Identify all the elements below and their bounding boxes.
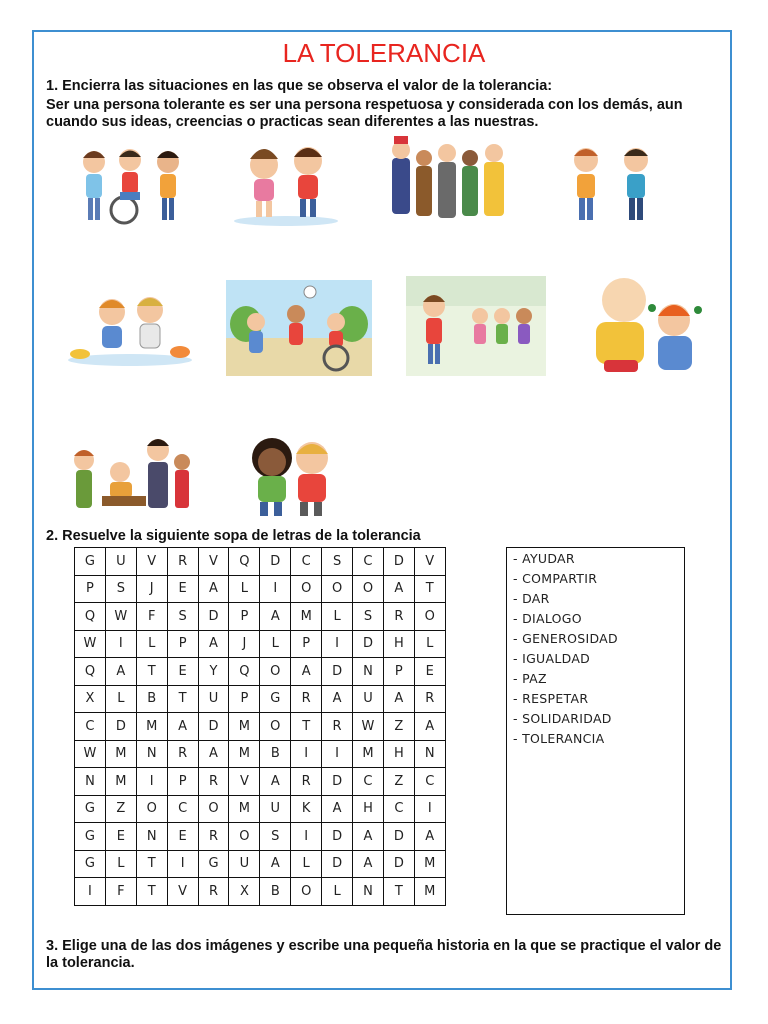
word-list-item: - SOLIDARIDAD bbox=[513, 711, 612, 726]
grid-cell[interactable]: S bbox=[167, 603, 198, 631]
grid-cell[interactable]: H bbox=[353, 795, 384, 823]
grid-cell[interactable]: O bbox=[260, 658, 291, 686]
grid-row bbox=[75, 823, 446, 851]
grid-cell[interactable]: R bbox=[198, 768, 229, 796]
grid-cell[interactable]: A bbox=[198, 575, 229, 603]
grid-cell[interactable]: H bbox=[383, 630, 414, 658]
grid-cell[interactable]: N bbox=[414, 740, 445, 768]
grid-cell[interactable]: D bbox=[322, 658, 353, 686]
section3-heading: 3. Elige una de las dos imágenes y escribe una pequeña historia en la que se practique el valor de la tolerancia. bbox=[46, 938, 722, 971]
grid-cell[interactable]: C bbox=[383, 795, 414, 823]
grid-cell[interactable]: D bbox=[322, 823, 353, 851]
grid-cell[interactable]: A bbox=[260, 850, 291, 878]
grid-cell[interactable]: R bbox=[291, 768, 322, 796]
grid-cell[interactable]: S bbox=[353, 603, 384, 631]
grid-cell[interactable]: M bbox=[414, 850, 445, 878]
grid-cell[interactable]: M bbox=[105, 768, 136, 796]
grid-cell[interactable]: B bbox=[260, 740, 291, 768]
grid-cell[interactable]: X bbox=[229, 878, 260, 906]
grid-cell[interactable]: U bbox=[353, 685, 384, 713]
grid-cell[interactable]: G bbox=[75, 548, 106, 576]
grid-cell[interactable]: W bbox=[105, 603, 136, 631]
grid-cell[interactable]: R bbox=[322, 713, 353, 741]
grid-row bbox=[75, 713, 446, 741]
section1-block bbox=[46, 78, 722, 131]
two-angry-boys-illustration[interactable] bbox=[556, 136, 676, 228]
grid-cell[interactable]: U bbox=[229, 850, 260, 878]
grid-cell[interactable]: D bbox=[322, 768, 353, 796]
grid-cell[interactable]: E bbox=[414, 658, 445, 686]
grid-cell[interactable]: A bbox=[353, 850, 384, 878]
grid-cell[interactable]: O bbox=[198, 795, 229, 823]
page-title: LA TOLERANCIA bbox=[282, 38, 486, 68]
grid-cell[interactable]: N bbox=[136, 740, 167, 768]
grid-row bbox=[75, 603, 446, 631]
grid-cell[interactable]: D bbox=[383, 823, 414, 851]
grid-cell[interactable]: V bbox=[136, 548, 167, 576]
grid-cell[interactable]: M bbox=[353, 740, 384, 768]
word-list-item: - GENEROSIDAD bbox=[513, 631, 618, 646]
grid-cell[interactable]: A bbox=[198, 740, 229, 768]
grid-cell[interactable]: L bbox=[260, 630, 291, 658]
grid-cell[interactable]: P bbox=[167, 768, 198, 796]
child-pulling-hair-illustration[interactable] bbox=[580, 270, 710, 378]
grid-cell[interactable]: H bbox=[383, 740, 414, 768]
grid-cell[interactable]: Q bbox=[229, 548, 260, 576]
grid-cell[interactable]: C bbox=[75, 713, 106, 741]
grid-cell[interactable]: O bbox=[260, 713, 291, 741]
grid-cell[interactable]: A bbox=[198, 630, 229, 658]
grid-cell[interactable]: T bbox=[291, 713, 322, 741]
grid-cell[interactable]: T bbox=[414, 575, 445, 603]
grid-cell[interactable]: T bbox=[167, 685, 198, 713]
grid-cell[interactable]: N bbox=[353, 658, 384, 686]
grid-cell[interactable]: I bbox=[414, 795, 445, 823]
grid-row bbox=[75, 878, 446, 906]
grid-cell[interactable]: E bbox=[167, 823, 198, 851]
grid-cell[interactable]: I bbox=[291, 740, 322, 768]
grid-cell[interactable]: S bbox=[105, 575, 136, 603]
grid-cell[interactable]: T bbox=[136, 878, 167, 906]
grid-cell[interactable]: G bbox=[260, 685, 291, 713]
grid-cell[interactable]: Y bbox=[198, 658, 229, 686]
grid-cell[interactable]: N bbox=[75, 768, 106, 796]
children-arguing-illustration[interactable] bbox=[226, 137, 344, 229]
grid-cell[interactable]: U bbox=[260, 795, 291, 823]
grid-cell[interactable]: G bbox=[75, 823, 106, 851]
grid-cell[interactable]: D bbox=[260, 548, 291, 576]
grid-cell[interactable]: R bbox=[383, 603, 414, 631]
grid-cell[interactable]: L bbox=[105, 850, 136, 878]
grid-cell[interactable]: L bbox=[291, 850, 322, 878]
grid-cell[interactable]: D bbox=[322, 850, 353, 878]
grid-cell[interactable]: Q bbox=[229, 658, 260, 686]
grid-cell[interactable]: R bbox=[167, 548, 198, 576]
grid-row bbox=[75, 850, 446, 878]
grid-cell[interactable]: M bbox=[414, 878, 445, 906]
grid-cell[interactable]: P bbox=[229, 603, 260, 631]
grid-cell[interactable]: R bbox=[198, 878, 229, 906]
grid-cell[interactable]: P bbox=[291, 630, 322, 658]
grid-cell[interactable]: T bbox=[136, 850, 167, 878]
grid-cell[interactable]: A bbox=[322, 795, 353, 823]
group-bullying-illustration[interactable] bbox=[62, 432, 194, 522]
grid-cell[interactable]: I bbox=[322, 630, 353, 658]
grid-cell[interactable]: D bbox=[198, 603, 229, 631]
grid-cell[interactable]: P bbox=[383, 658, 414, 686]
word-list-item: - RESPETAR bbox=[513, 691, 589, 706]
grid-cell[interactable]: U bbox=[105, 548, 136, 576]
grid-cell[interactable]: A bbox=[383, 575, 414, 603]
grid-row bbox=[75, 630, 446, 658]
grid-cell[interactable]: C bbox=[291, 548, 322, 576]
grid-cell[interactable]: O bbox=[136, 795, 167, 823]
grid-cell[interactable]: L bbox=[229, 575, 260, 603]
grid-cell[interactable]: R bbox=[167, 740, 198, 768]
grid-cell[interactable]: A bbox=[383, 685, 414, 713]
grid-cell[interactable]: J bbox=[136, 575, 167, 603]
grid-cell[interactable]: I bbox=[136, 768, 167, 796]
grid-cell[interactable]: B bbox=[260, 878, 291, 906]
grid-cell[interactable]: I bbox=[167, 850, 198, 878]
word-list-item: - AYUDAR bbox=[513, 551, 575, 566]
grid-cell[interactable]: M bbox=[136, 713, 167, 741]
grid-cell[interactable]: B bbox=[136, 685, 167, 713]
grid-cell[interactable]: C bbox=[353, 768, 384, 796]
section1-text: Ser una persona tolerante es ser una persona respetuosa y considerada con los demás, aun cuando sus ideas, creencias o practicas sean diferentes a las nuestras. bbox=[46, 97, 683, 130]
grid-cell[interactable]: M bbox=[229, 740, 260, 768]
grid-cell[interactable]: M bbox=[229, 795, 260, 823]
grid-cell[interactable]: I bbox=[260, 575, 291, 603]
word-search-grid[interactable] bbox=[74, 547, 446, 906]
grid-cell[interactable]: O bbox=[353, 575, 384, 603]
grid-cell[interactable]: I bbox=[322, 740, 353, 768]
grid-cell[interactable]: P bbox=[167, 630, 198, 658]
grid-cell[interactable]: O bbox=[322, 575, 353, 603]
grid-cell[interactable]: C bbox=[414, 768, 445, 796]
grid-cell[interactable]: A bbox=[322, 685, 353, 713]
grid-cell[interactable]: T bbox=[383, 878, 414, 906]
word-list-item: - COMPARTIR bbox=[513, 571, 598, 586]
grid-cell[interactable]: I bbox=[291, 823, 322, 851]
grid-row bbox=[75, 740, 446, 768]
grid-cell[interactable]: L bbox=[136, 630, 167, 658]
grid-cell[interactable]: C bbox=[353, 548, 384, 576]
word-list-item: - DAR bbox=[513, 591, 550, 606]
grid-cell[interactable]: R bbox=[291, 685, 322, 713]
grid-cell[interactable]: A bbox=[414, 713, 445, 741]
wheelchair-ball-play-illustration[interactable] bbox=[226, 280, 372, 376]
grid-cell[interactable]: F bbox=[136, 603, 167, 631]
grid-cell[interactable]: V bbox=[167, 878, 198, 906]
grid-cell[interactable]: Q bbox=[75, 603, 106, 631]
grid-row bbox=[75, 658, 446, 686]
grid-cell[interactable]: A bbox=[260, 768, 291, 796]
grid-cell[interactable]: W bbox=[75, 630, 106, 658]
grid-cell[interactable]: O bbox=[291, 878, 322, 906]
grid-cell[interactable]: W bbox=[353, 713, 384, 741]
grid-cell[interactable]: I bbox=[105, 630, 136, 658]
grid-cell[interactable]: X bbox=[75, 685, 106, 713]
boys-fighting-illustration[interactable] bbox=[62, 290, 198, 370]
grid-cell[interactable]: A bbox=[353, 823, 384, 851]
grid-cell[interactable]: D bbox=[198, 713, 229, 741]
grid-cell[interactable]: M bbox=[105, 740, 136, 768]
grid-cell[interactable]: T bbox=[136, 658, 167, 686]
grid-cell[interactable]: E bbox=[105, 823, 136, 851]
grid-cell[interactable]: P bbox=[75, 575, 106, 603]
grid-cell[interactable]: Q bbox=[75, 658, 106, 686]
grid-cell[interactable]: U bbox=[198, 685, 229, 713]
grid-cell[interactable]: K bbox=[291, 795, 322, 823]
grid-cell[interactable]: D bbox=[383, 548, 414, 576]
grid-cell[interactable]: M bbox=[291, 603, 322, 631]
grid-cell[interactable]: N bbox=[136, 823, 167, 851]
grid-cell[interactable]: Z bbox=[105, 795, 136, 823]
friends-hugging-illustration[interactable] bbox=[230, 430, 350, 520]
grid-cell[interactable]: A bbox=[414, 823, 445, 851]
grid-cell[interactable]: F bbox=[105, 878, 136, 906]
grid-cell[interactable]: L bbox=[322, 603, 353, 631]
grid-cell[interactable]: P bbox=[229, 685, 260, 713]
grid-cell[interactable]: A bbox=[105, 658, 136, 686]
grid-cell[interactable]: G bbox=[75, 850, 106, 878]
grid-cell[interactable]: V bbox=[229, 768, 260, 796]
grid-cell[interactable]: O bbox=[229, 823, 260, 851]
grid-cell[interactable]: V bbox=[198, 548, 229, 576]
grid-cell[interactable]: L bbox=[105, 685, 136, 713]
kids-excluding-child-illustration[interactable] bbox=[406, 276, 546, 376]
grid-cell[interactable]: D bbox=[383, 850, 414, 878]
grid-cell[interactable]: E bbox=[167, 658, 198, 686]
word-list-item: - DIALOGO bbox=[513, 611, 582, 626]
grid-cell[interactable]: C bbox=[167, 795, 198, 823]
grid-cell[interactable]: A bbox=[291, 658, 322, 686]
section2-heading: 2. Resuelve la siguiente sopa de letras de la tolerancia bbox=[46, 528, 421, 544]
grid-cell[interactable]: A bbox=[167, 713, 198, 741]
grid-cell[interactable]: D bbox=[353, 630, 384, 658]
grid-row bbox=[75, 795, 446, 823]
grid-cell[interactable]: G bbox=[75, 795, 106, 823]
grid-cell[interactable]: E bbox=[167, 575, 198, 603]
grid-cell[interactable]: I bbox=[75, 878, 106, 906]
grid-cell[interactable]: M bbox=[229, 713, 260, 741]
section1-heading: 1. Encierra las situaciones en las que se observa el valor de la tolerancia: bbox=[46, 78, 553, 94]
grid-row bbox=[75, 685, 446, 713]
grid-cell[interactable]: Z bbox=[383, 713, 414, 741]
grid-row bbox=[75, 768, 446, 796]
grid-cell[interactable]: G bbox=[198, 850, 229, 878]
grid-cell[interactable]: A bbox=[260, 603, 291, 631]
word-list-item: - IGUALDAD bbox=[513, 651, 591, 666]
grid-cell[interactable]: D bbox=[105, 713, 136, 741]
grid-cell[interactable]: O bbox=[291, 575, 322, 603]
grid-row bbox=[75, 575, 446, 603]
grid-cell[interactable]: W bbox=[75, 740, 106, 768]
children-with-wheelchair-illustration[interactable] bbox=[64, 140, 200, 230]
grid-cell[interactable]: R bbox=[198, 823, 229, 851]
grid-row bbox=[75, 548, 446, 576]
grid-cell[interactable]: O bbox=[414, 603, 445, 631]
grid-cell[interactable]: S bbox=[322, 548, 353, 576]
grid-cell[interactable]: S bbox=[260, 823, 291, 851]
grid-cell[interactable]: R bbox=[414, 685, 445, 713]
grid-cell[interactable]: N bbox=[353, 878, 384, 906]
grid-cell[interactable]: Z bbox=[383, 768, 414, 796]
word-list-item: - TOLERANCIA bbox=[513, 731, 605, 746]
grid-cell[interactable]: L bbox=[322, 878, 353, 906]
grid-cell[interactable]: V bbox=[414, 548, 445, 576]
word-list-item: - PAZ bbox=[513, 671, 547, 686]
diverse-people-group-illustration[interactable] bbox=[386, 136, 514, 230]
grid-cell[interactable]: J bbox=[229, 630, 260, 658]
word-list bbox=[506, 547, 685, 915]
grid-cell[interactable]: L bbox=[414, 630, 445, 658]
